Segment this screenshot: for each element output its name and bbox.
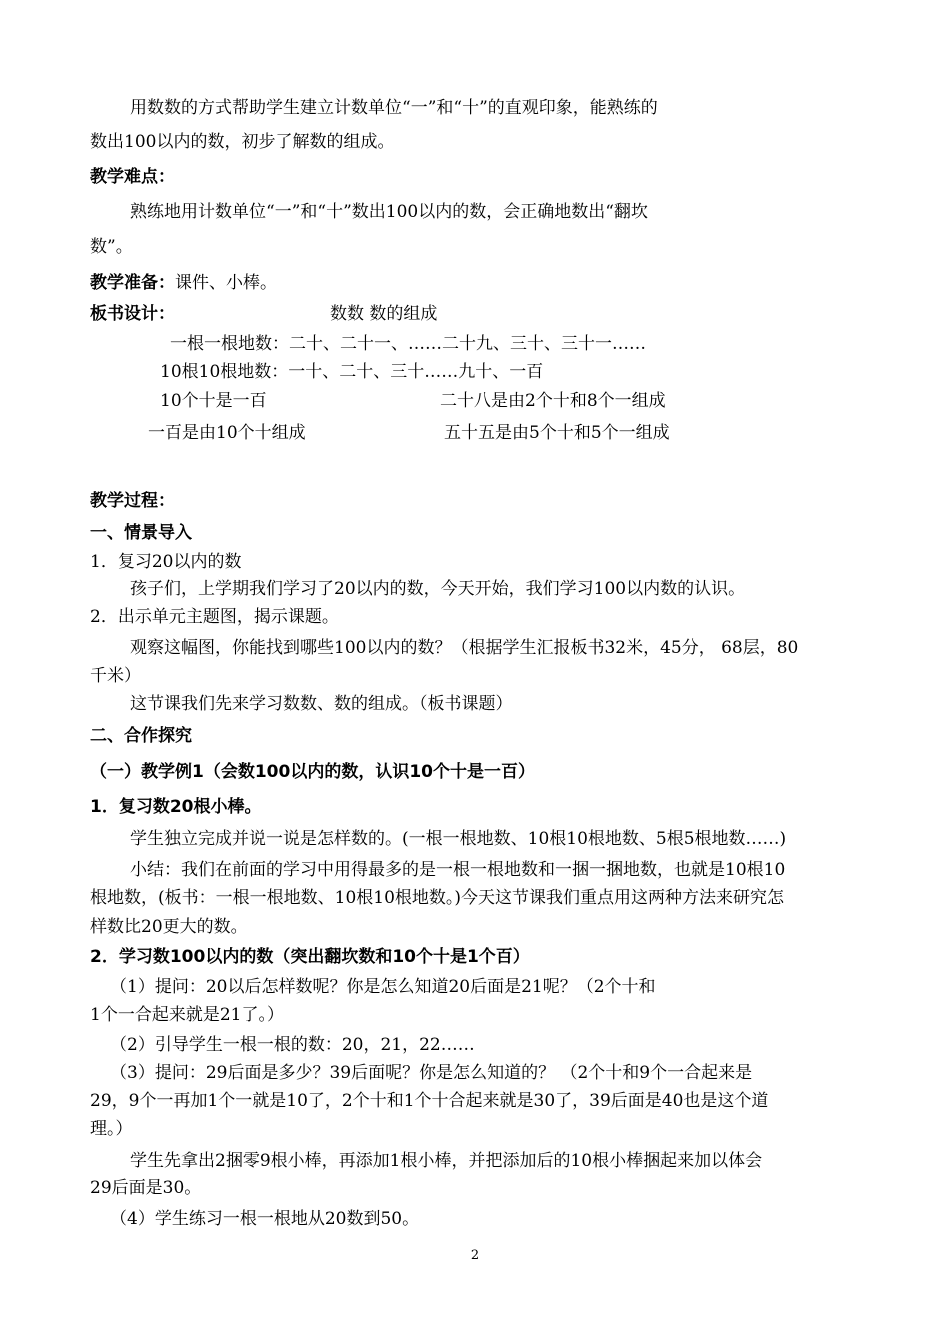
part2-step-2: 2．学习数100以内的数（突出翻坎数和10个十是1个百） <box>90 947 530 967</box>
board-row-1: 一根一根地数：二十、二十一、……二十九、三十、三十一…… <box>170 334 646 354</box>
part1-item-1: 1．复习20以内的数 <box>90 552 242 572</box>
part2-q2: （2）引导学生一根一根的数：20，21，22…… <box>110 1035 475 1055</box>
preparation-text: 课件、小棒。 <box>175 273 277 293</box>
part1-item-2-text-1: 观察这幅图，你能找到哪些100以内的数？（根据学生汇报板书32米，45分， 68层，80 <box>130 638 799 658</box>
part2-step-1: 1．复习数20根小棒。 <box>90 797 262 817</box>
difficulty-line-1: 熟练地用计数单位“一”和“十”数出100以内的数，会正确地数出“翻坎 <box>130 202 648 222</box>
part2-sub-1: （一）教学例1（会数100以内的数，认识10个十是一百） <box>90 762 535 782</box>
preparation-line <box>90 272 277 294</box>
part2-q3-a: （3）提问：29后面是多少？39后面呢？你是怎么知道的？ （2个十和9个一合起来是 <box>110 1063 753 1083</box>
part2-step-1-text: 学生独立完成并说一说是怎样数的。(一根一根地数、10根10根地数、5根5根地数……) <box>130 829 787 849</box>
intro-line-2: 数出100以内的数，初步了解数的组成。 <box>90 132 395 152</box>
part2-p-2: 29后面是30。 <box>90 1178 202 1198</box>
part1-item-2-text-3: 这节课我们先来学习数数、数的组成。（板书课题） <box>130 694 513 714</box>
part2-title: 二、合作探究 <box>90 726 192 746</box>
part2-summary-3: 样数比20更大的数。 <box>90 917 248 937</box>
board-row-2: 10根10根地数：一十、二十、三十……九十、一百 <box>160 362 544 382</box>
difficulty-line-2: 数”。 <box>90 237 133 257</box>
page-number: 2 <box>470 1248 480 1263</box>
board-row-4-left: 一百是由10个十组成 <box>148 423 306 443</box>
part2-q4: （4）学生练习一根一根地从20数到50。 <box>110 1209 420 1229</box>
part1-item-2-text-2: 千米） <box>90 666 141 686</box>
board-title: 数数 数的组成 <box>330 304 438 324</box>
difficulty-heading: 教学难点： <box>90 167 175 187</box>
preparation-heading: 教学准备： <box>90 273 175 293</box>
part2-q1-a: （1）提问：20以后怎样数呢？你是怎么知道20后面是21呢？（2个十和 <box>110 977 656 997</box>
part1-item-1-text: 孩子们，上学期我们学习了20以内的数，今天开始，我们学习100以内数的认识。 <box>130 579 746 599</box>
process-heading: 教学过程： <box>90 491 175 511</box>
board-row-3-right: 二十八是由2个十和8个一组成 <box>440 391 666 411</box>
part2-summary-2: 根地数，(板书：一根一根地数、10根10根地数。)今天这节课我们重点用这两种方法来研究怎 <box>90 888 785 908</box>
part1-title: 一、情景导入 <box>90 523 192 543</box>
part2-summary-1: 小结：我们在前面的学习中用得最多的是一根一根地数和一捆一捆地数，也就是10根10 <box>130 860 786 880</box>
board-heading: 板书设计： <box>90 304 175 324</box>
part2-q3-c: 理。） <box>90 1119 133 1139</box>
board-row-4-right: 五十五是由5个十和5个一组成 <box>444 423 670 443</box>
part1-item-2: 2．出示单元主题图，揭示课题。 <box>90 607 339 627</box>
part2-q1-b: 1个一合起来就是21了。） <box>90 1005 284 1025</box>
intro-line-1: 用数数的方式帮助学生建立计数单位“一”和“十”的直观印象，能熟练的 <box>130 98 658 118</box>
part2-q3-b: 29，9个一再加1个一就是10了，2个十和1个十合起来就是30了，39后面是40也是这个道 <box>90 1091 769 1111</box>
part2-p-1: 学生先拿出2捆零9根小棒，再添加1根小棒，并把添加后的10根小棒捆起来加以体会 <box>130 1151 763 1171</box>
board-row-3-left: 10个十是一百 <box>160 391 267 411</box>
